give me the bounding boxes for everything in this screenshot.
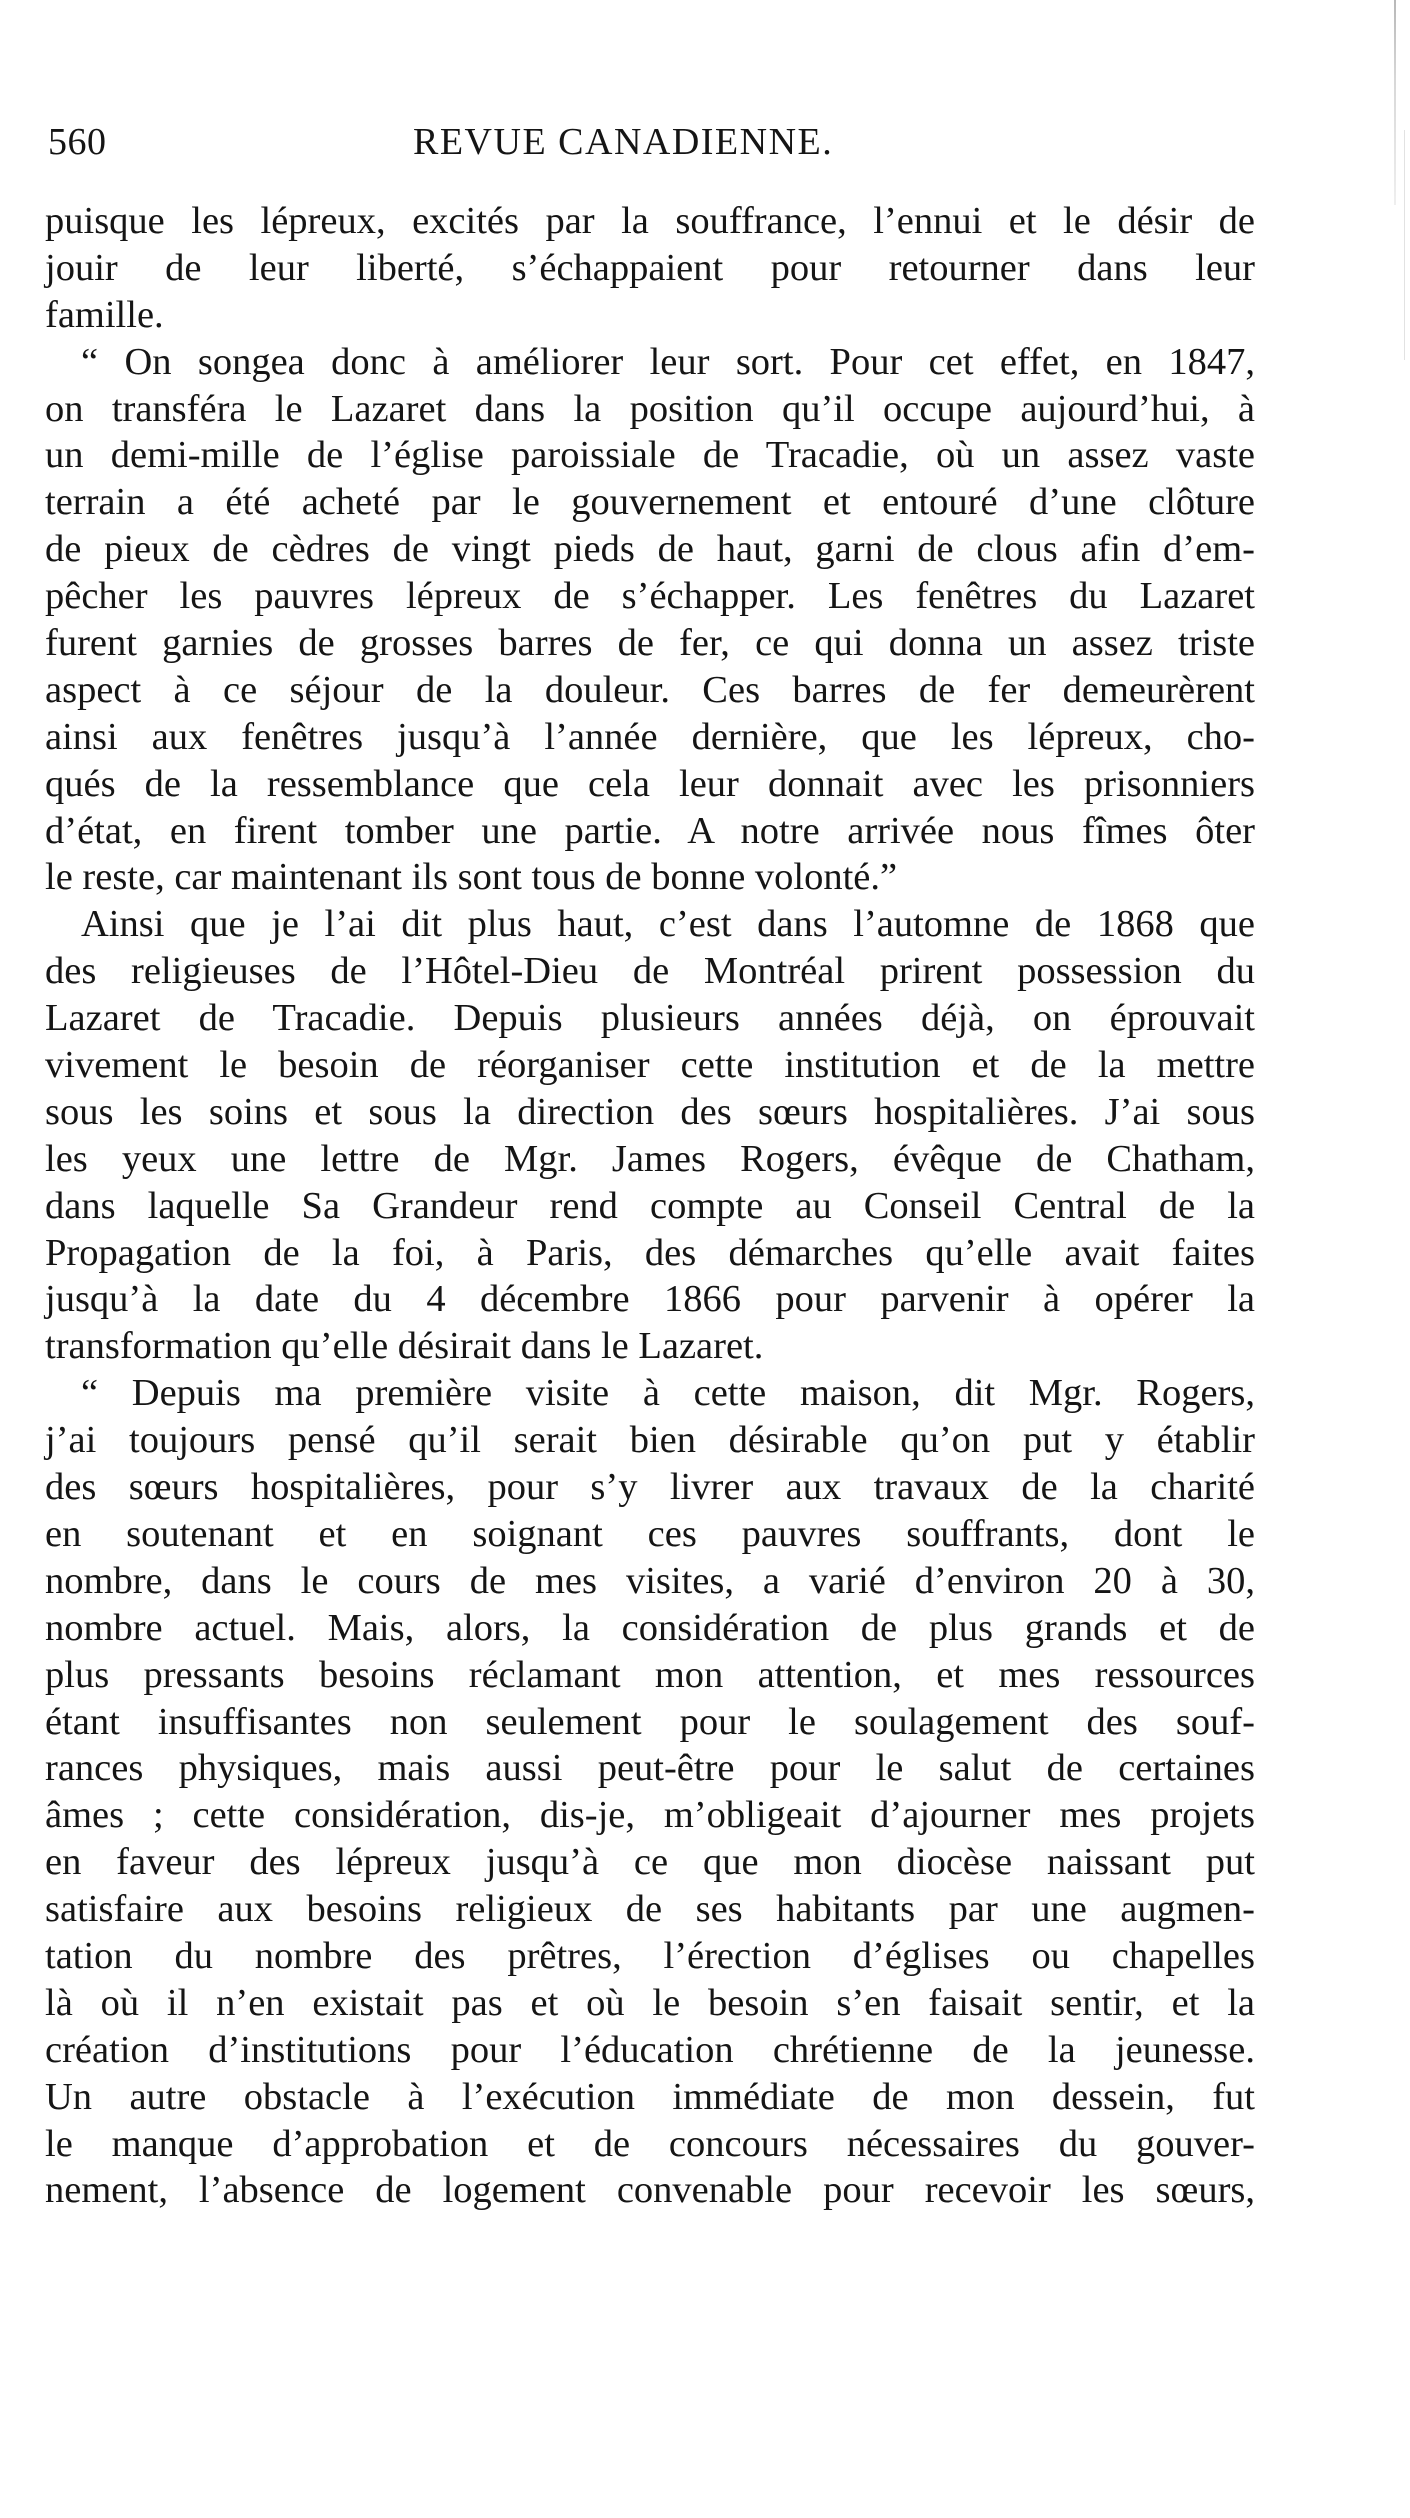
text-line: Lazaret de Tracadie. Depuis plusieurs années déjà, on éprouvait <box>45 997 1255 1040</box>
text-line: tation du nombre des prêtres, l’érection d’églises ou chapelles <box>45 1934 1255 1977</box>
text-line: Un autre obstacle à l’exécution immédiate de mon dessein, fut <box>45 2075 1255 2118</box>
text-line: dans laquelle Sa Grandeur rend compte au Conseil Central de la <box>45 1184 1255 1227</box>
text-line: nombre actuel. Mais, alors, la considération de plus grands et de <box>45 1606 1255 1649</box>
text-line: en faveur des lépreux jusqu’à ce que mon diocèse naissant put <box>45 1841 1255 1884</box>
page-edge-mark <box>1394 0 1396 205</box>
text-line: pêcher les pauvres lépreux de s’échapper. Les fenêtres du Lazaret <box>45 575 1255 618</box>
page-edge-mark <box>1404 130 1405 360</box>
text-line: là où il n’en existait pas et où le besoin s’en faisait sentir, et la <box>45 1981 1255 2024</box>
text-line: jusqu’à la date du 4 décembre 1866 pour parvenir à opérer la <box>45 1278 1255 1321</box>
text-line: j’ai toujours pensé qu’il serait bien désirable qu’on put y établir <box>45 1419 1255 1462</box>
text-line: satisfaire aux besoins religieux de ses habitants par une augmen- <box>45 1888 1255 1931</box>
text-line: des sœurs hospitalières, pour s’y livrer aux travaux de la charité <box>45 1466 1255 1509</box>
running-title: REVUE CANADIENNE. <box>413 121 834 163</box>
body-text <box>45 198 1255 2214</box>
text-line: sous les soins et sous la direction des sœurs hospitalières. J’ai sous <box>45 1090 1255 1133</box>
page-header <box>48 120 1248 170</box>
text-line: Ainsi que je l’ai dit plus haut, c’est dans l’automne de 1868 que <box>81 903 1255 946</box>
page-number: 560 <box>48 121 107 163</box>
text-line: on transféra le Lazaret dans la position qu’il occupe aujourd’hui, à <box>45 387 1255 430</box>
text-line: plus pressants besoins réclamant mon attention, et mes ressources <box>45 1653 1255 1696</box>
text-line: famille. <box>45 293 164 336</box>
text-line: nement, l’absence de logement convenable pour recevoir les sœurs, <box>45 2169 1255 2212</box>
text-line: création d’institutions pour l’éducation chrétienne de la jeunesse. <box>45 2028 1255 2071</box>
text-line: nombre, dans le cours de mes visites, a varié d’environ 20 à 30, <box>45 1559 1255 1602</box>
text-line: aspect à ce séjour de la douleur. Ces barres de fer demeurèrent <box>45 668 1255 711</box>
text-line: qués de la ressemblance que cela leur donnait avec les prisonniers <box>45 762 1255 805</box>
text-line: les yeux une lettre de Mgr. James Rogers, évêque de Chatham, <box>45 1137 1255 1180</box>
text-line: le reste, car maintenant ils sont tous de bonne volonté.” <box>45 856 898 899</box>
text-line: de pieux de cèdres de vingt pieds de haut, garni de clous afin d’em- <box>45 528 1255 571</box>
text-line: âmes ; cette considération, dis-je, m’obligeait d’ajourner mes projets <box>45 1794 1255 1837</box>
text-line: transformation qu’elle désirait dans le Lazaret. <box>45 1325 764 1368</box>
text-line: le manque d’approbation et de concours nécessaires du gouver- <box>45 2122 1255 2165</box>
text-line: puisque les lépreux, excités par la souffrance, l’ennui et le désir de <box>45 200 1255 242</box>
text-line: terrain a été acheté par le gouvernement et entouré d’une clôture <box>45 481 1255 524</box>
text-line: Propagation de la foi, à Paris, des démarches qu’elle avait faites <box>45 1231 1255 1274</box>
text-line: des religieuses de l’Hôtel-Dieu de Montréal prirent possession du <box>45 950 1255 993</box>
text-line: étant insuffisantes non seulement pour le soulagement des souf- <box>45 1700 1255 1743</box>
text-line: rances physiques, mais aussi peut-être pour le salut de certaines <box>45 1747 1255 1790</box>
text-line: un demi-mille de l’église paroissiale de Tracadie, où un assez vaste <box>45 434 1255 477</box>
text-line: d’état, en firent tomber une partie. A notre arrivée nous fîmes ôter <box>45 809 1255 852</box>
text-line: “ On songea donc à améliorer leur sort. Pour cet effet, en 1847, <box>81 340 1255 383</box>
text-line: ainsi aux fenêtres jusqu’à l’année dernière, que les lépreux, cho- <box>45 715 1255 758</box>
text-line: vivement le besoin de réorganiser cette institution et de la mettre <box>45 1044 1255 1087</box>
text-line: jouir de leur liberté, s’échappaient pour retourner dans leur <box>45 246 1255 289</box>
text-line: furent garnies de grosses barres de fer, ce qui donna un assez triste <box>45 622 1255 665</box>
text-line: “ Depuis ma première visite à cette maison, dit Mgr. Rogers, <box>81 1372 1255 1415</box>
text-line: en soutenant et en soignant ces pauvres souffrants, dont le <box>45 1512 1255 1555</box>
